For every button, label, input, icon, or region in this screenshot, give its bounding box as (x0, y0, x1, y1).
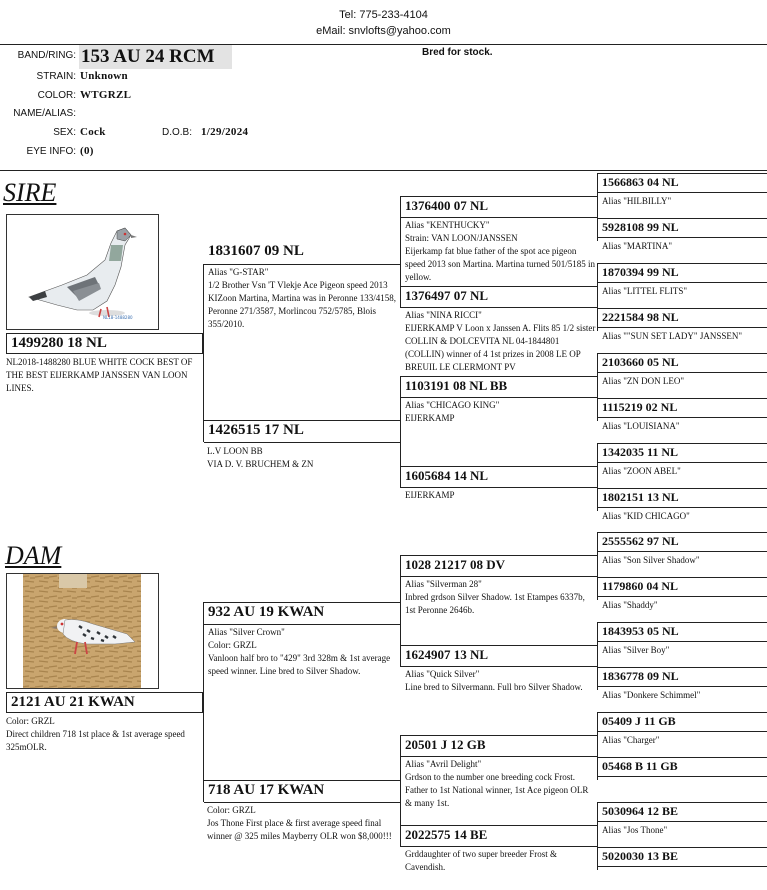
sire-sire-desc: Alias "G-STAR" 1/2 Brother Vsn 'T Vlekje Ace Pigeon speed 2013 KIZoon Martina, Martina was in Peronne 133/4158, Peronne 271/3587, Morlincou 752/5785, Blois 355/2010. (208, 267, 396, 329)
g-12-desc: Alias "Donkere Schimmel" (602, 690, 701, 700)
sdd-desc: EIJERKAMP (405, 490, 455, 500)
g-15-desc: Alias "Jos Thone" (602, 825, 668, 835)
sss-desc: Alias "KENTHUCKY" Strain: VAN LOON/JANSSEN Eijerkamp fat blue father of the spot ace pigeon speed 2013 son Martina. Martina turned 501/5185 in yellow. (405, 220, 595, 282)
dss-desc: Alias "Silverman 28" Inbred grdson Silver Shadow. 1st Etampes 6337b, 1st Peronne 2646b. (405, 579, 585, 615)
sdd-band: 1605684 14 NL (401, 466, 597, 488)
ddd-desc: Grddaughter of two super breeder Frost & Cavendish. (405, 849, 557, 872)
g-3-desc: Alias "LITTEL FLITS" (602, 286, 687, 296)
sex-label: SEX: (53, 127, 76, 138)
dam-photo (6, 573, 159, 689)
sire-photo (6, 214, 159, 330)
g-4-band: 2221584 98 NL (598, 308, 767, 328)
g-10-band: 1179860 04 NL (598, 577, 767, 597)
dam-pigeon-image (7, 574, 158, 688)
g-15-band: 5030964 12 BE (598, 802, 767, 822)
ddd-band: 2022575 14 BE (401, 825, 597, 847)
dds-band: 20501 J 12 GB (401, 735, 597, 757)
ssd-desc: Alias "NINA RICCI" EIJERKAMP V Loon x Janssen A. Flits 85 1/2 sister COLLIN & DOLCEVITA NL 04-1844801 (COLLIN) winner of 4 1st prizes in 2008 LE OP BREUIL LE CLERMONT PV (405, 310, 596, 372)
strain-value: Unknown (80, 70, 128, 82)
dsd-band: 1624907 13 NL (401, 645, 597, 667)
g-1-band: 1566863 04 NL (598, 173, 767, 193)
connector (203, 264, 204, 442)
sire-band: 1499280 18 NL (6, 333, 203, 354)
sss-band: 1376400 07 NL (401, 196, 597, 218)
dob-label: D.O.B: (162, 127, 193, 138)
strain-label: STRAIN: (36, 71, 76, 82)
ssd-band: 1376497 07 NL (401, 286, 597, 308)
phone-text: Tel: 775-233-4104 (339, 9, 428, 21)
g-6-band: 1115219 02 NL (598, 398, 767, 418)
dds-desc: Alias "Avril Delight" Grdson to the number one breeding cock Frost. Father to 1st National winner, 1st Ace pigeon OLR & many 1st. (405, 759, 589, 808)
color-value: WTGRZL (80, 89, 132, 101)
sire-dam-band: 1426515 17 NL (204, 420, 400, 443)
email-text: eMail: snvlofts@yahoo.com (316, 25, 451, 37)
g-6-desc: Alias "LOUISIANA" (602, 421, 680, 431)
g-13-desc: Alias "Charger" (602, 735, 660, 745)
g-7-band: 1342035 11 NL (598, 443, 767, 463)
g-3-band: 1870394 99 NL (598, 263, 767, 283)
dob-value: 1/29/2024 (201, 126, 249, 138)
g-12-band: 1836778 09 NL (598, 667, 767, 687)
header-box (0, 0, 767, 45)
eye-label: EYE INFO: (26, 146, 76, 157)
eye-value: (0) (80, 145, 94, 157)
color-label: COLOR: (37, 90, 76, 101)
sds-band: 1103191 08 NL BB (401, 376, 597, 398)
dam-sire-band: 932 AU 19 KWAN (204, 602, 400, 625)
g-16-band: 5020030 13 BE (598, 847, 767, 867)
dsd-desc: Alias "Quick Silver" Line bred to Silvermann. Full bro Silver Shadow. (405, 669, 583, 692)
dam-dam-band: 718 AU 17 KWAN (204, 780, 400, 803)
g-2-band: 5928108 99 NL (598, 218, 767, 238)
g-11-desc: Alias "Silver Boy" (602, 645, 670, 655)
band-label: BAND/RING: (17, 50, 76, 61)
connector (203, 602, 204, 802)
g-9-desc: Alias "Son Silver Shadow" (602, 555, 700, 565)
sire-title: SIRE (3, 178, 57, 207)
dam-sire-desc: Alias "Silver Crown" Color: GRZL Vanloon half bro to "429" 3rd 328m & 1st average speed winner. Line bred to Silver Shadow. (208, 627, 391, 676)
g-5-desc: Alias "ZN DON LEO" (602, 376, 685, 386)
g-10-desc: Alias "Shaddy" (602, 600, 658, 610)
sex-value: Cock (80, 126, 106, 138)
dam-title: DAM (5, 541, 62, 570)
section-divider (0, 170, 767, 171)
bred-note: Bred for stock. (422, 47, 493, 58)
sire-desc: NL2018-1488280 BLUE WHITE COCK BEST OF THE BEST EIJERKAMP JANSSEN VAN LOON LINES. (6, 357, 193, 393)
g-5-band: 2103660 05 NL (598, 353, 767, 373)
sire-pigeon-image (7, 215, 158, 329)
g-11-band: 1843953 05 NL (598, 622, 767, 642)
g-9-band: 2555562 97 NL (598, 532, 767, 552)
g-7-desc: Alias "ZOON ABEL" (602, 466, 681, 476)
band-number: 153 AU 24 RCM (79, 45, 232, 69)
dam-dam-desc: Color: GRZL Jos Thone First place & first average speed final winner @ 325 miles Mayberry OLR won $8,000!!! (207, 805, 392, 841)
sds-desc: Alias "CHICAGO KING" EIJERKAMP (405, 400, 500, 423)
g-13-band: 05409 J 11 GB (598, 712, 767, 732)
g-4-desc: Alias ""SUN SET LADY" JANSSEN" (602, 331, 743, 341)
g-2-desc: Alias "MARTINA" (602, 241, 673, 251)
name-label: NAME/ALIAS: (13, 108, 76, 119)
g-8-desc: Alias "KID CHICAGO" (602, 511, 690, 521)
sire-dam-desc: L.V LOON BB VIA D. V. BRUCHEM & ZN (207, 446, 314, 469)
dam-desc: Color: GRZL Direct children 718 1st place & 1st average speed 325mOLR. (6, 716, 185, 752)
sire-photo-caption: NL18-1488280 (103, 315, 133, 320)
g-1-desc: Alias "HILBILLY" (602, 196, 672, 206)
g-14-band: 05468 B 11 GB (598, 757, 767, 777)
sire-sire-band: 1831607 09 NL (204, 242, 400, 265)
g-8-band: 1802151 13 NL (598, 488, 767, 508)
dss-band: 1028 21217 08 DV (401, 555, 597, 577)
dam-band: 2121 AU 21 KWAN (6, 692, 203, 713)
